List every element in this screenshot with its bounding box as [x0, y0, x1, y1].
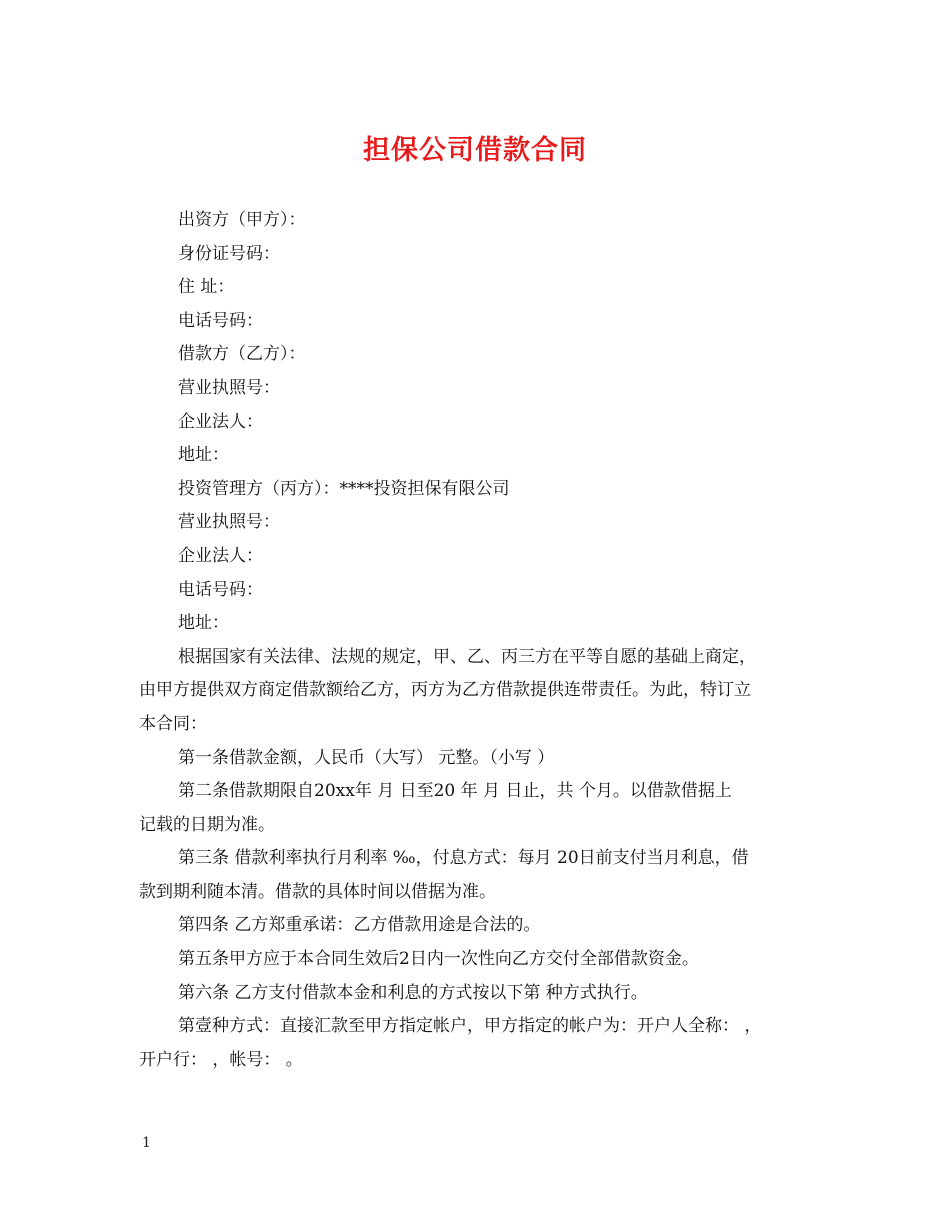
- article-3-line-2: 款到期利随本清。借款的具体时间以借据为准。: [139, 881, 496, 902]
- preamble-line-1: 根据国家有关法律、法规的规定，甲、乙、丙三方在平等自愿的基础上商定，: [178, 646, 756, 667]
- party-b-address: 地址：: [178, 445, 229, 466]
- party-a-label: 出资方（甲方）：: [178, 210, 306, 230]
- party-c-phone: 电话号码：: [178, 579, 263, 600]
- party-a-id-number: 身份证号码：: [178, 243, 280, 264]
- party-c-legal-person: 企业法人：: [178, 545, 263, 566]
- document-title: 担保公司借款合同: [363, 135, 587, 166]
- payment-method-1-line-1: 第壹种方式：直接汇款至甲方指定帐户，甲方指定的帐户为：开户人全称： ，: [178, 1016, 762, 1037]
- payment-method-1-line-2: 开户行： ，帐号： 。: [139, 1049, 303, 1070]
- party-c-address: 地址：: [178, 613, 229, 634]
- article-5: 第五条甲方应于本合同生效后2日内一次性向乙方交付全部借款资金。: [178, 949, 699, 970]
- party-a-address: 住 址：: [178, 277, 235, 298]
- article-4: 第四条 乙方郑重承诺：乙方借款用途是合法的。: [178, 915, 541, 936]
- document-body: [139, 204, 819, 1077]
- party-a-phone: 电话号码：: [178, 310, 263, 331]
- party-b-label: 借款方（乙方）：: [178, 344, 306, 365]
- party-c-license: 营业执照号：: [178, 512, 280, 533]
- article-1: 第一条借款金额，人民币（大写） 元整。（小写 ）: [178, 747, 555, 768]
- page-number: 1: [142, 1135, 151, 1151]
- article-2-line-2: 记载的日期为准。: [139, 814, 275, 835]
- party-c-label: 投资管理方（丙方）：****投资担保有限公司: [178, 478, 510, 499]
- article-3-line-1: 第三条 借款利率执行月利率 ‰，付息方式：每月 20日前支付当月利息，借: [178, 848, 749, 869]
- party-b-license: 营业执照号：: [178, 377, 280, 398]
- preamble-line-2: 由甲方提供双方商定借款额给乙方，丙方为乙方借款提供连带责任。为此，特订立: [139, 680, 751, 701]
- article-6: 第六条 乙方支付借款本金和利息的方式按以下第 种方式执行。: [178, 982, 648, 1003]
- article-2-line-1: 第二条借款期限自20xx年 月 日至20 年 月 日止，共 个月。以借款借据上: [178, 781, 732, 802]
- preamble-line-3: 本合同：: [139, 713, 207, 734]
- party-b-legal-person: 企业法人：: [178, 411, 263, 432]
